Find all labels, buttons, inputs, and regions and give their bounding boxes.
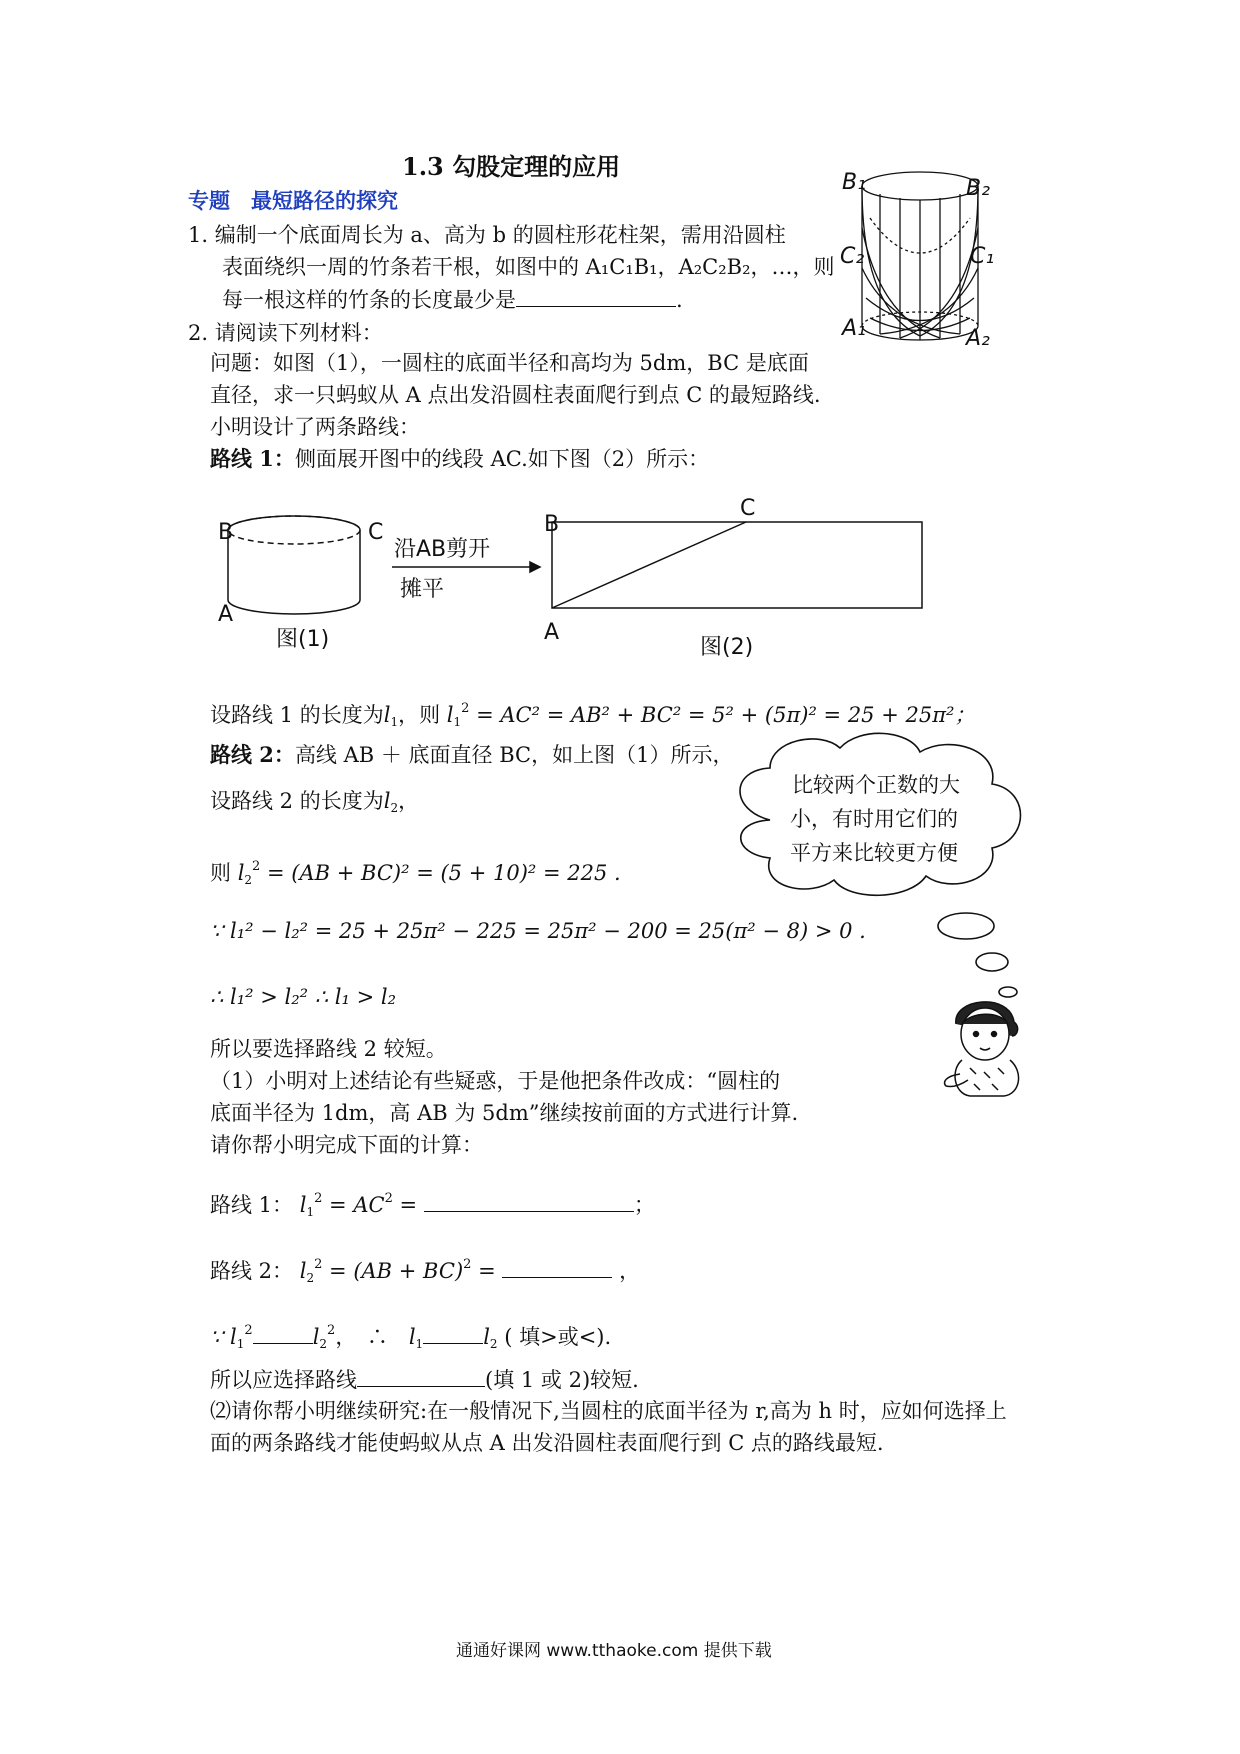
fig1-label-c: C: [368, 520, 384, 545]
fill-route1-label: 路线 1：: [210, 1193, 294, 1217]
part2-line1: ⑵请你帮小明继续研究:在一般情况下,当圆柱的底面半径为 r,高为 h 时，应如何选择上: [210, 1399, 1007, 1423]
part1-line3: 请你帮小明完成下面的计算：: [210, 1133, 483, 1157]
route2-length-line: 设路线 2 的长度为$l_2$，: [210, 789, 420, 815]
label-a1: A₁: [842, 316, 866, 341]
bubble-line3: 平方来比较更方便: [790, 841, 958, 865]
fig2-caption: 图(2): [700, 635, 754, 660]
q1-line3: [222, 284, 683, 315]
part2-line2: 面的两条路线才能使蚂蚁从点 A 出发沿圆柱表面爬行到 C 点的路线最短.: [210, 1431, 884, 1455]
q2-line3: 直径，求一只蚂蚁从 A 点出发沿圆柱表面爬行到点 C 的最短路线.: [210, 383, 821, 407]
fill-choice-text-a: 所以应选择路线: [210, 1368, 357, 1392]
page-title: 1.3 勾股定理的应用: [402, 152, 621, 181]
fig1-label-b: B: [218, 520, 234, 545]
q1-line2: 表面绕织一周的竹条若干根，如图中的 A₁C₁B₁，A₂C₂B₂，…，则: [222, 255, 835, 279]
route1-length-text: 设路线 1 的长度为: [210, 703, 384, 727]
fill-choice-blank[interactable]: [357, 1364, 485, 1387]
fig1-label-a: A: [218, 602, 234, 627]
compare-line-2: ∴ l₁² > l₂² ∴ l₁ > l₂: [210, 985, 397, 1009]
fig2-label-c: C: [740, 496, 756, 521]
fig2-label-a: A: [544, 620, 560, 645]
q1-line3-text: 每一根这样的竹条的长度最少是: [222, 288, 516, 312]
route1-label: 路线 1：: [210, 446, 295, 471]
compare-line-1: ∵ l₁² − l₂² = 25 + 25π² − 225 = 25π² − 200 = 25(π² − 8) > 0 .: [210, 919, 866, 943]
label-b1: B₁: [842, 170, 866, 195]
route2-formula-line: 则 $l_2^2 = (AB + BC)^2 = (5 + 10)^2 = 225$ .: [210, 859, 621, 887]
route2-formula: = (AB + BC)² = (5 + 10)² = 225 .: [267, 861, 621, 885]
route1-formula: = AC² = AB² + BC² = 5² + (5π)² = 25 + 25π²；: [476, 703, 976, 727]
part1-line2: 底面半径为 1dm，高 AB 为 5dm”继续按前面的方式进行计算.: [210, 1101, 799, 1125]
fill-choice-text-b: (填 1 或 2)较短.: [485, 1368, 639, 1392]
fill-compare-blank-2[interactable]: [423, 1321, 483, 1344]
q2-line4: 小明设计了两条路线：: [210, 415, 420, 439]
fill-route2-blank[interactable]: [502, 1255, 612, 1278]
arrow-label-bottom: 摊平: [400, 577, 445, 602]
fill-route2-label: 路线 2：: [210, 1259, 294, 1283]
fig2-label-b: B: [544, 512, 560, 537]
topic-heading: 专题 最短路径的探究: [188, 188, 398, 213]
q1-answer-blank[interactable]: [516, 284, 676, 307]
q1-line3-end: .: [676, 288, 683, 312]
fig1-caption: 图(1): [276, 627, 330, 652]
fill-route1: 路线 1： $l_1^2 = AC^2$ = ；: [210, 1191, 655, 1219]
route1-text: 侧面展开图中的线段 AC.如下图（2）所示：: [294, 447, 710, 471]
label-c2: C₂: [840, 244, 865, 269]
q2-line2: 问题：如图（1），一圆柱的底面半径和高均为 5dm，BC 是底面: [210, 351, 809, 375]
student-thinking-icon: [940, 990, 1032, 1100]
page-footer: 通通好课网 www.tthaoke.com 提供下载: [456, 1641, 772, 1661]
route2-text: 高线 AB ＋ 底面直径 BC，如上图（1）所示，: [294, 743, 734, 767]
bubble-line1: 比较两个正数的大: [792, 773, 960, 797]
fill-compare-blank-1[interactable]: [253, 1321, 313, 1344]
fill-route2: 路线 2： $l_2^2 = (AB + BC)^2$ = ，: [210, 1257, 641, 1285]
fill-compare-note: ( 填>或<).: [504, 1325, 612, 1349]
conclusion-line: 所以要选择路线 2 较短。: [210, 1037, 447, 1061]
fill-compare: ∵ $l_1^2$ $l_2^2$， ∴ $l_1$ $l_2$ ( 填>或<).: [210, 1323, 612, 1351]
part1-line1: （1）小明对上述结论有些疑惑，于是他把条件改成：“圆柱的: [210, 1069, 781, 1093]
fill-route1-blank[interactable]: [424, 1189, 634, 1212]
q2-line1: 2. 请阅读下列材料：: [188, 321, 383, 345]
label-a2: A₂: [966, 326, 990, 351]
route2-length-text: 设路线 2 的长度为: [210, 789, 384, 813]
bubble-line2: 小，有时用它们的: [790, 807, 958, 831]
label-b2: B₂: [966, 176, 990, 201]
arrow-label-top: 沿AB剪开: [394, 537, 491, 562]
q1-line1: 1. 编制一个底面周长为 a、高为 b 的圆柱形花柱架，需用沿圆柱: [188, 223, 786, 247]
route1-length-line: 设路线 1 的长度为$l_1$，则 $l_1^2 = AC^2 = AB^2 + BC^2 = 5^2 + (5\pi)^2 = 25 + 25\pi^2$；: [210, 701, 976, 729]
label-c1: C₁: [970, 244, 995, 269]
route2-label: 路线 2：: [210, 742, 295, 767]
fill-choice: [210, 1364, 639, 1395]
route1-line: [210, 444, 709, 474]
route2-line: [210, 740, 734, 770]
